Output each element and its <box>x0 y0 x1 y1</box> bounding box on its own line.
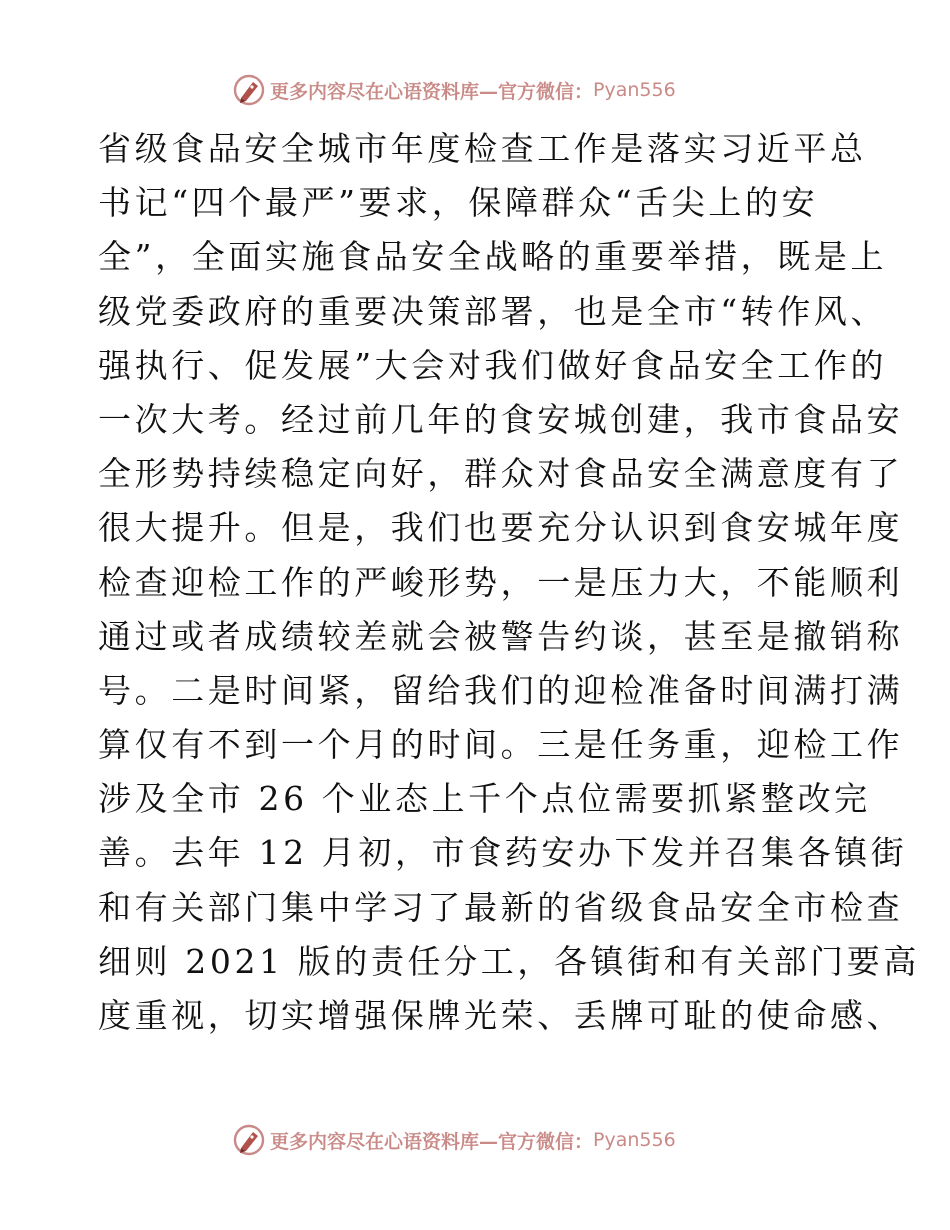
text-line: 通过或者成绩较差就会被警告约谈，甚至是撤销称 <box>98 616 904 656</box>
footer-watermark <box>232 1120 676 1160</box>
text-line: 涉及全市 26 个业态上千个点位需要抓紧整改完 <box>98 779 871 819</box>
text-line: 全形势持续稳定向好，群众对食品安全满意度有了 <box>98 454 904 494</box>
text-line: 全”，全面实施食品安全战略的重要举措，既是上 <box>98 237 888 277</box>
watermark-text: 更多内容尽在心语资料库—官方微信： <box>270 80 594 103</box>
pen-nib-logo-icon <box>232 73 266 107</box>
watermark-handle: Pyan556 <box>593 79 676 101</box>
text-line: 细则 2021 版的责任分工，各镇街和有关部门要高 <box>98 941 920 981</box>
text-line: 算仅有不到一个月的时间。三是任务重，迎检工作 <box>98 725 904 765</box>
text-line: 一次大考。经过前几年的食安城创建，我市食品安 <box>98 399 904 439</box>
watermark-text: 更多内容尽在心语资料库—官方微信： <box>270 1130 594 1153</box>
header-watermark <box>232 70 676 110</box>
watermark-handle: Pyan556 <box>593 1129 676 1151</box>
pen-nib-logo-icon <box>232 1123 266 1157</box>
text-line: 善。去年 12 月初，市食药安办下发并召集各镇街 <box>98 833 908 873</box>
text-line: 级党委政府的重要决策部署，也是全市“转作风、 <box>98 291 888 331</box>
text-line: 很大提升。但是，我们也要充分认识到食安城年度 <box>98 508 904 548</box>
text-line: 强执行、促发展”大会对我们做好食品安全工作的 <box>98 345 888 385</box>
text-line: 和有关部门集中学习了最新的省级食品安全市检查 <box>98 887 904 927</box>
text-line: 检查迎检工作的严峻形势，一是压力大，不能顺利 <box>98 562 904 602</box>
text-line: 度重视，切实增强保牌光荣、丢牌可耻的使命感、 <box>98 996 904 1035</box>
body-paragraph <box>98 122 920 1043</box>
text-line: 省级食品安全城市年度检查工作是落实习近平总 <box>98 129 867 168</box>
text-line: 书记“四个最严”要求，保障群众“舌尖上的安 <box>98 183 819 223</box>
text-line: 号。二是时间紧，留给我们的迎检准备时间满打满 <box>98 670 904 710</box>
